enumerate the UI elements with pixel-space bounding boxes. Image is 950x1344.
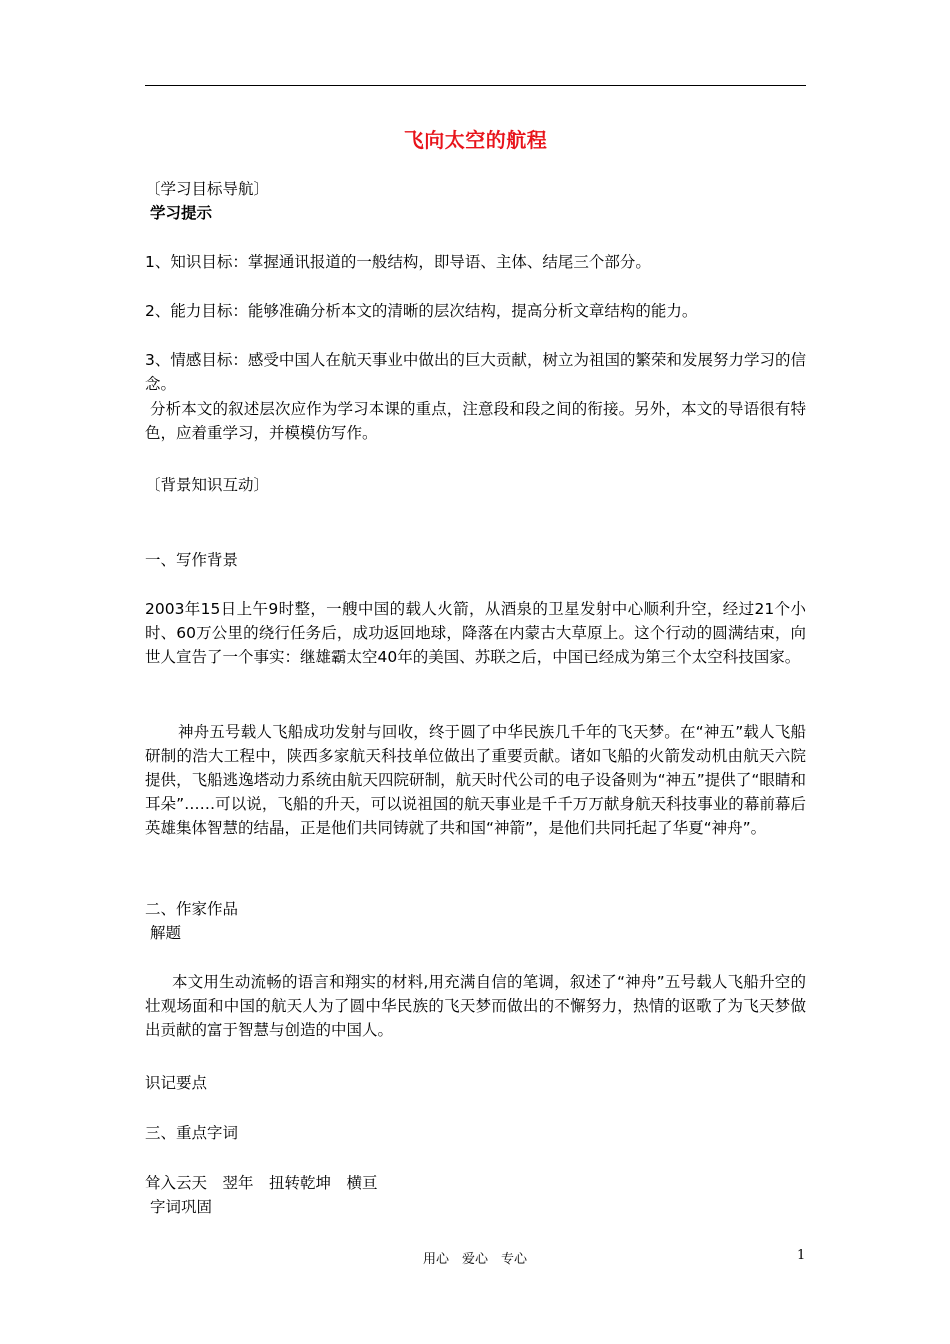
explanation-paragraph: 本文用生动流畅的语言和翔实的材料,用充满自信的笔调，叙述了“神舟”五号载人飞船升空的壮观场面和中国的航天人为了圆中华民族的飞天梦而做出的不懈努力，热情的讴歌了为飞天梦做出贡献的富于智慧与创造的中国人。 <box>145 973 806 1039</box>
section-label-learning-goals: 〔学习目标导航〕 <box>145 180 270 198</box>
heading-key-words: 三、重点字词 <box>145 1124 239 1142</box>
heading-writing-background: 一、写作背景 <box>145 551 239 569</box>
heading-key-points: 识记要点 <box>145 1074 208 1092</box>
heading-word-review: 字词巩固 <box>150 1198 213 1216</box>
heading-author-works: 二、作家作品 <box>145 900 239 918</box>
study-focus-paragraph: 分析本文的叙述层次应作为学习本课的重点，注意段和段之间的衔接。另外，本文的导语很有特色，应着重学习，并模模仿写作。 <box>145 400 806 442</box>
heading-learning-tips: 学习提示 <box>150 204 213 222</box>
heading-explanation: 解题 <box>150 924 182 942</box>
goal-emotion: 3、情感目标：感受中国人在航天事业中做出的巨大贡献，树立为祖国的繁荣和发展努力学习的信念。 <box>145 351 806 393</box>
background-paragraph-2: 神舟五号载人飞船成功发射与回收，终于圆了中华民族几千年的飞天梦。在“神五”载人飞船研制的浩大工程中，陕西多家航天科技单位做出了重要贡献。诸如飞船的火箭发动机由航天六院提供，飞船逃逸塔动力系统由航天四院研制，航天时代公司的电子设备则为“神五”提供了“眼睛和耳朵”……可以说，飞船的升天，可以说祖国的航天事业是千千万万献身航天科技事业的幕前幕后英雄集体智慧的结晶，正是他们共同铸就了共和国“神箭”，是他们共同托起了华夏“神舟”。 <box>145 723 806 837</box>
goal-knowledge: 1、知识目标：掌握通讯报道的一般结构，即导语、主体、结尾三个部分。 <box>145 253 651 271</box>
page-number: 1 <box>797 1248 806 1263</box>
key-words-list: 耸入云天 翌年 扭转乾坤 横亘 <box>145 1174 378 1192</box>
header-rule <box>145 85 806 86</box>
footer-motto: 用心 爱心 专心 <box>422 1252 527 1267</box>
background-paragraph-1: 2003年15日上午9时整，一艘中国的载人火箭，从酒泉的卫星发射中心顺利升空，经过21个小时、60万公里的绕行任务后，成功返回地球，降落在内蒙古大草原上。这个行动的圆满结束，向世人宣告了一个事实：继雄霸太空40年的美国、苏联之后，中国已经成为第三个太空科技国家。 <box>145 600 806 666</box>
document-title: 飞向太空的航程 <box>403 128 548 152</box>
section-label-background: 〔背景知识互动〕 <box>145 476 270 494</box>
goal-ability: 2、能力目标：能够准确分析本文的清晰的层次结构，提高分析文章结构的能力。 <box>145 302 698 320</box>
